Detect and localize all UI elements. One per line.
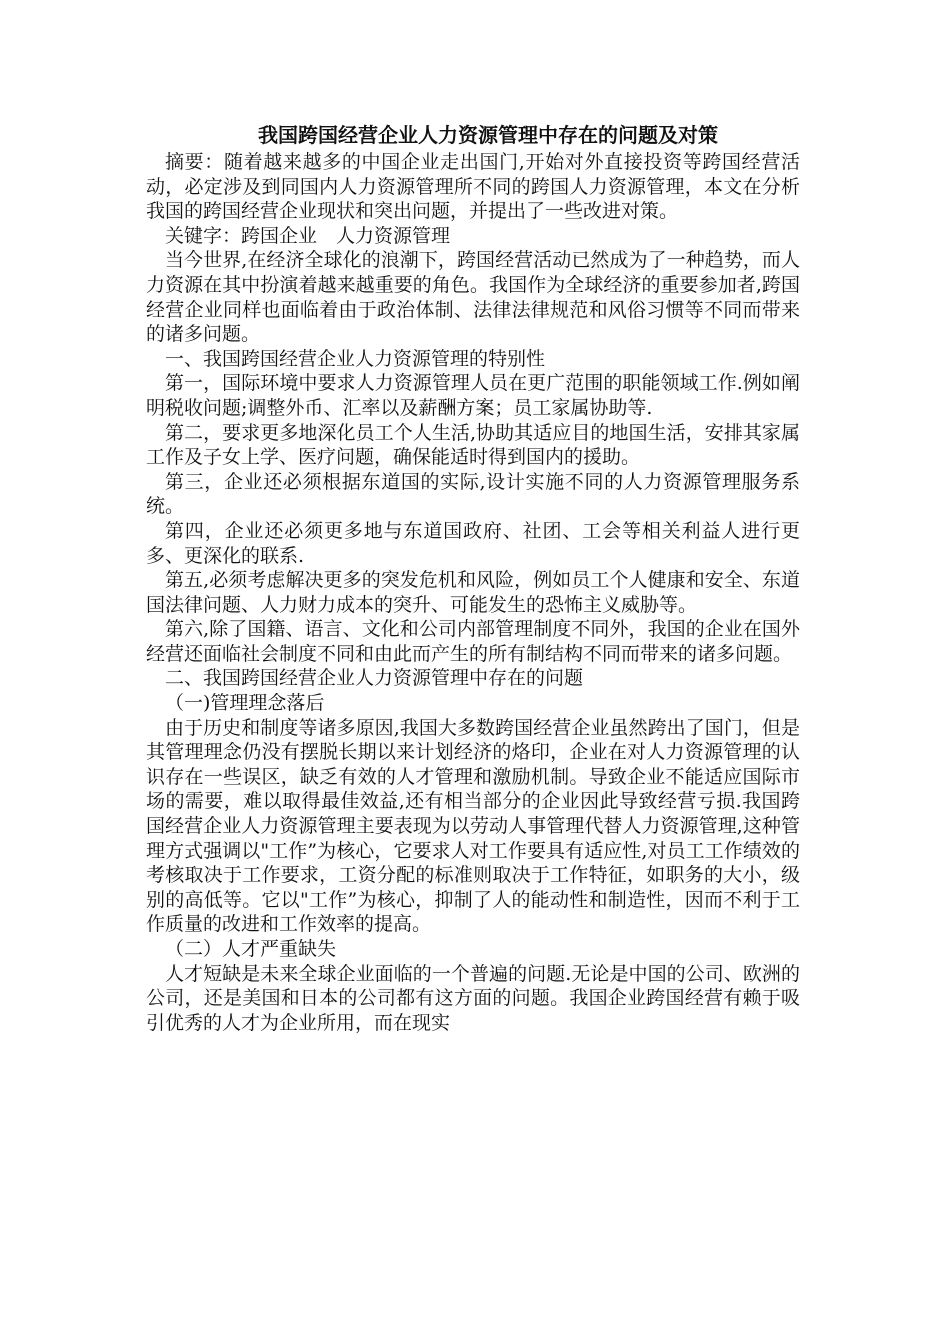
section-1-paragraph-5: 第五,必须考虑解决更多的突发危机和风险，例如员工个人健康和安全、东道国法律问题、人力财力成本的突升、可能发生的恐怖主义威胁等。 [146, 569, 800, 616]
section-1-paragraph-2: 第二，要求更多地深化员工个人生活,协助其适应目的地国生活，安排其家属工作及子女上学、医疗问题，确保能适时得到国内的援助。 [146, 421, 800, 469]
section-1-heading: 一、我国跨国经营企业人力资源管理的特别性 [165, 347, 546, 370]
section-1-paragraph-4: 第四，企业还必须更多地与东道国政府、社团、工会等相关利益人进行更多、更深化的联系. [146, 519, 800, 567]
abstract-paragraph: 摘要：随着越来越多的中国企业走出国门,开始对外直接投资等跨国经营活动，必定涉及到同国内人力资源管理所不同的跨国人力资源管理，本文在分析我国的跨国经营企业现状和突出问题，并提出了一些改进对策。 [146, 151, 800, 223]
intro-paragraph: 当今世界,在经济全球化的浪潮下，跨国经营活动已然成为了一种趋势，而人力资源在其中扮演着越来越重要的角色。我国作为全球经济的重要参加者,跨国经营企业同样也面临着由于政治体制、法律法律规范和风俗习惯等不同而带来的诸多问题。 [146, 249, 800, 346]
keywords-line: 关键字：跨国企业 人力资源管理 [165, 224, 451, 247]
subsection-2-1-paragraph: 由于历史和制度等诸多原因,我国大多数跨国经营企业虽然跨出了国门，但是其管理理念仍没有摆脱长期以来计划经济的烙印，企业在对人力资源管理的认识存在一些误区，缺乏有效的人才管理和激励机制。导致企业不能适应国际市场的需要，难以取得最佳效益,还有相当部分的企业因此导致经营亏损.我国跨国经营企业人力资源管理主要表现为以劳动人事管理代替人力资源管理,这种管理方式强调以"工作”为核心，它要求人对工作要具有适应性,对员工工作绩效的考核取决于工作要求，工资分配的标准则取决于工作特征，如职务的大小，级别的高低等。它以"工作”为核心，抑制了人的能动性和制造性，因而不利于工作质量的改进和工作效率的提高。 [146, 716, 800, 936]
subsection-2-1-heading: （一)管理理念落后 [165, 692, 325, 715]
section-2-heading: 二、我国跨国经营企业人力资源管理中存在的问题 [165, 667, 584, 690]
document-title: 我国跨国经营企业人力资源管理中存在的问题及对策 [258, 123, 718, 147]
section-1-paragraph-1: 第一，国际环境中要求人力资源管理人员在更广范围的职能领域工作.例如阐明税收问题;调整外币、汇率以及薪酬方案；员工家属协助等. [146, 372, 800, 419]
document-page [146, 120, 800, 1035]
section-1-paragraph-6: 第六,除了国籍、语言、文化和公司内部管理制度不同外，我国的企业在国外经营还面临社会制度不同和由此而产生的所有制结构不同而带来的诸多问题。 [146, 618, 800, 665]
subsection-2-2-heading: （二）人才严重缺失 [165, 938, 337, 960]
subsection-2-2-paragraph: 人才短缺是未来全球企业面临的一个普遍的问题.无论是中国的公司、欧洲的公司，还是美国和日本的公司都有这方面的问题。我国企业跨国经营有赖于吸引优秀的人才为企业所用，而在现实 [146, 962, 800, 1034]
section-1-paragraph-3: 第三，企业还必须根据东道国的实际,设计实施不同的人力资源管理服务系统。 [146, 470, 800, 518]
